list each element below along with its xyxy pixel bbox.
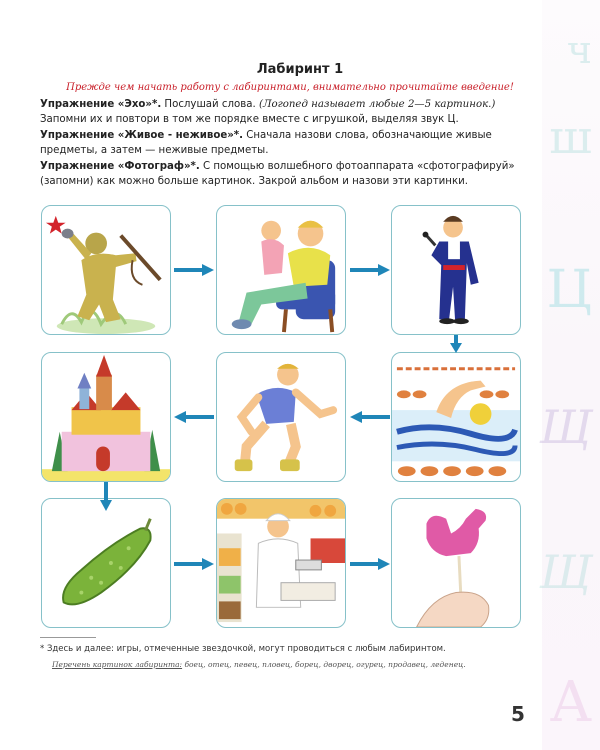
exercise-photographer xyxy=(40,159,535,189)
decorative-letter: ч xyxy=(566,28,592,72)
maze-cell-cucumber xyxy=(41,498,171,628)
father-icon xyxy=(217,206,345,334)
arrow-right-icon xyxy=(172,262,216,278)
exercise-living-nonliving xyxy=(40,128,535,158)
picture-list-items: боец, отец, певец, пловец, борец, дворец, огурец, продавец, леденец. xyxy=(182,660,466,669)
maze-cell-lollipop xyxy=(391,498,521,628)
exercise-echo xyxy=(40,97,535,127)
exercise-note: (Логопед называет любые 2—5 картинок.) xyxy=(258,99,496,110)
decorative-letter: Ц xyxy=(546,260,592,320)
exercise-text: Запомни их и повтори в том же порядке вместе с игрушкой, выделяя звук Ц. xyxy=(40,114,459,125)
exercise-title: Упражнение «Живое - неживое»*. xyxy=(40,130,244,141)
footnote: * Здесь и далее: игры, отмеченные звездочкой, могут проводиться с любым лабиринтом. xyxy=(40,644,446,654)
exercise-text: Послушай слова. xyxy=(161,99,259,110)
page-number: 5 xyxy=(511,702,525,726)
maze-cell-soldier xyxy=(41,205,171,335)
decorative-letter: А xyxy=(549,670,592,735)
picture-list-label: Перечень картинок лабиринта: xyxy=(52,660,183,669)
page-edge-decoration xyxy=(539,0,600,750)
exercise-title: Упражнение «Фотограф»*. xyxy=(40,161,200,172)
maze-cell-seller xyxy=(216,498,346,628)
cucumber-icon xyxy=(42,499,170,627)
lollipop-icon xyxy=(392,499,520,627)
decorative-letter: Щ xyxy=(539,545,592,599)
seller-icon xyxy=(217,499,345,627)
maze-cell-wrestler xyxy=(216,352,346,482)
picture-list xyxy=(52,660,466,669)
page-title: Лабиринт 1 xyxy=(256,62,344,77)
exercise-text: Сначала назови слова, обозначающие живые предметы, а затем — неживые предметы. xyxy=(40,130,492,156)
arrow-down-icon xyxy=(98,482,114,512)
wrestler-icon xyxy=(217,353,345,481)
maze-cell-father xyxy=(216,205,346,335)
decorative-letter: Щ xyxy=(539,400,592,454)
maze-cell-singer xyxy=(391,205,521,335)
palace-icon xyxy=(42,353,170,481)
exercise-text: С помощью волшебного фотоаппарата «сфотографируй» (запомни) как можно больше картинок. Закрой альбом и назови эти картинки. xyxy=(40,161,515,187)
maze-cell-swimmer xyxy=(391,352,521,482)
arrow-right-icon xyxy=(172,556,216,572)
soldier-icon xyxy=(42,206,170,334)
decorative-letter: ш xyxy=(549,110,592,164)
exercise-title: Упражнение «Эхо»*. xyxy=(40,99,162,110)
arrow-down-icon xyxy=(448,335,464,353)
singer-icon xyxy=(392,206,520,334)
swimmer-icon xyxy=(392,353,520,481)
arrow-left-icon xyxy=(348,409,392,425)
arrow-right-icon xyxy=(348,556,392,572)
arrow-left-icon xyxy=(172,409,216,425)
footnote-divider xyxy=(40,637,96,638)
maze-cell-palace xyxy=(41,352,171,482)
intro-warning: Прежде чем начать работу с лабиринтами, внимательно прочитайте введение! xyxy=(66,82,514,93)
arrow-right-icon xyxy=(348,262,392,278)
